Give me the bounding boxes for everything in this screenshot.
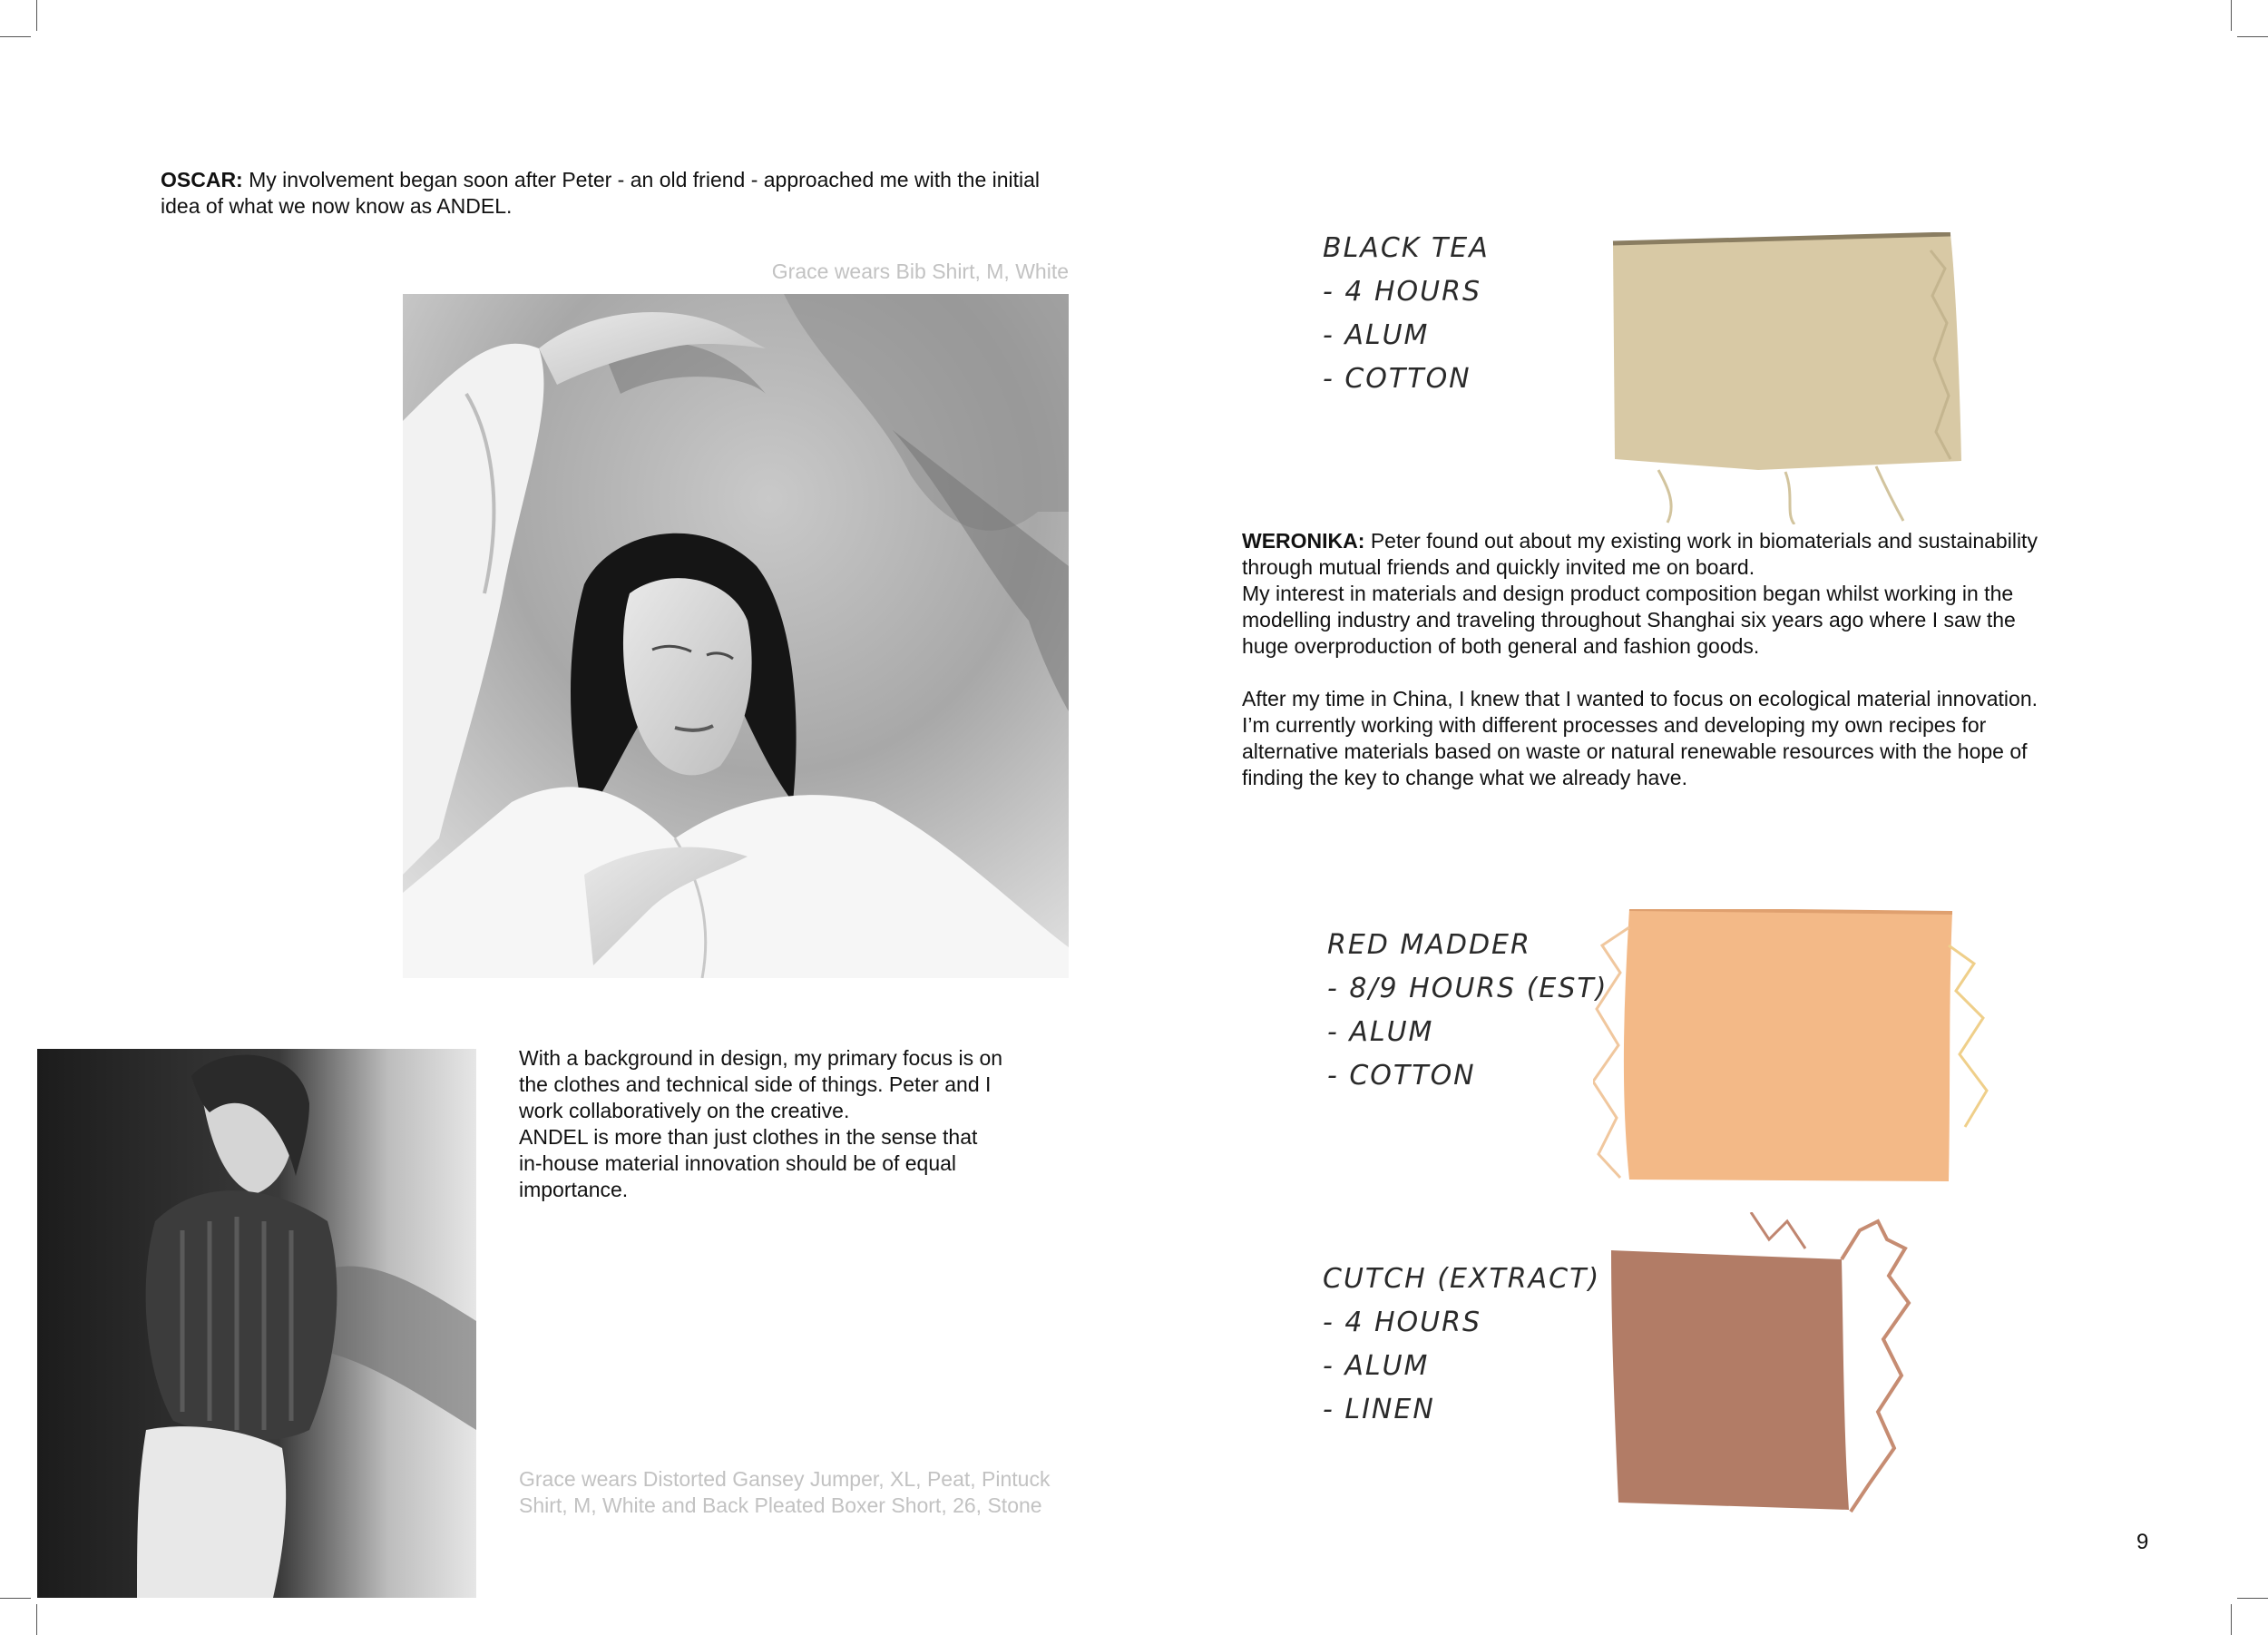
fabric-swatch-cutch-graphic bbox=[1606, 1212, 1920, 1542]
paragraph-gap bbox=[1242, 660, 2158, 686]
fabric-swatch-cutch bbox=[1606, 1212, 1920, 1542]
weronika-text bbox=[1242, 528, 2158, 791]
oscar-body-line: the clothes and technical side of things. Peter and I bbox=[519, 1072, 992, 1096]
crop-mark-top-left-v bbox=[36, 0, 37, 31]
weronika-para1-line: modelling industry and traveling throughout Shanghai six years ago where I saw the bbox=[1242, 608, 2016, 631]
oscar-speaker-label: OSCAR: bbox=[161, 168, 243, 191]
weronika-para1-first bbox=[1242, 528, 2158, 554]
swatch-notes-cutch bbox=[1323, 1258, 1600, 1432]
oscar-body-line: work collaboratively on the creative. bbox=[519, 1099, 850, 1122]
photo-grace-gansey-jumper bbox=[37, 1049, 476, 1598]
crop-mark-bottom-left-v bbox=[36, 1604, 37, 1635]
fabric-swatch-black-tea-graphic bbox=[1604, 232, 1974, 524]
caption-top-photo: Grace wears Bib Shirt, M, White bbox=[771, 259, 1069, 283]
weronika-para2-line: After my time in China, I knew that I wanted to focus on ecological material innovation. bbox=[1242, 687, 2038, 710]
swatch-note-line: CUTCH (EXTRACT) bbox=[1323, 1263, 1601, 1295]
crop-mark-top-right-v bbox=[2231, 0, 2232, 31]
weronika-para2-line: I’m currently working with different processes and developing my own recipes for bbox=[1242, 713, 1987, 737]
swatch-note-line: - ALUM bbox=[1327, 1016, 1434, 1048]
oscar-body-line: in-house material innovation should be of equal bbox=[519, 1151, 957, 1175]
weronika-para1-first-text: Peter found out about my existing work in biomaterials and sustainability bbox=[1364, 529, 2038, 553]
weronika-para2-line: finding the key to change what we already have. bbox=[1242, 766, 1687, 789]
photo-grace-gansey-jumper-graphic bbox=[37, 1049, 476, 1598]
oscar-body-line: With a background in design, my primary focus is on bbox=[519, 1046, 1003, 1070]
swatch-note-line: - 4 HOURS bbox=[1323, 1307, 1482, 1338]
swatch-notes-red-madder bbox=[1327, 924, 1608, 1098]
swatch-note-line: - LINEN bbox=[1323, 1394, 1435, 1425]
oscar-body bbox=[519, 1045, 1063, 1203]
page-number: 9 bbox=[2136, 1530, 2149, 1554]
photo-grace-bib-shirt-graphic bbox=[403, 294, 1069, 978]
caption-bottom-photo bbox=[519, 1466, 1100, 1519]
crop-mark-bottom-right-v bbox=[2231, 1604, 2232, 1635]
swatch-note-line: BLACK TEA bbox=[1323, 232, 1490, 264]
swatch-note-line: - ALUM bbox=[1323, 319, 1430, 351]
swatch-note-line: - ALUM bbox=[1323, 1350, 1430, 1382]
swatch-note-line: - 4 HOURS bbox=[1323, 276, 1482, 308]
weronika-para1-line: My interest in materials and design product composition began whilst working in the bbox=[1242, 582, 2014, 605]
caption-bottom-line-1: Grace wears Distorted Gansey Jumper, XL, Peat, Pintuck bbox=[519, 1467, 1051, 1491]
oscar-body-line: ANDEL is more than just clothes in the sense that bbox=[519, 1125, 978, 1149]
fabric-swatch-red-madder-graphic bbox=[1593, 909, 1992, 1196]
oscar-body-line: importance. bbox=[519, 1178, 629, 1201]
fabric-swatch-black-tea bbox=[1604, 232, 1974, 524]
photo-grace-bib-shirt bbox=[403, 294, 1069, 978]
crop-mark-bottom-right-h bbox=[2237, 1598, 2268, 1599]
oscar-intro bbox=[161, 167, 1059, 220]
crop-mark-top-right-h bbox=[2237, 36, 2268, 37]
swatch-note-line: - COTTON bbox=[1323, 363, 1471, 395]
crop-mark-top-left-h bbox=[0, 36, 31, 37]
weronika-para2-line: alternative materials based on waste or natural renewable resources with the hope of bbox=[1242, 739, 2028, 763]
oscar-intro-text: My involvement began soon after Peter - an old friend - approached me with the initial idea of what we now know as ANDEL. bbox=[161, 168, 1041, 218]
crop-mark-bottom-left-h bbox=[0, 1598, 31, 1599]
swatch-notes-black-tea bbox=[1323, 227, 1490, 401]
swatch-note-line: - 8/9 HOURS (EST) bbox=[1327, 973, 1608, 1004]
caption-bottom-line-2: Shirt, M, White and Back Pleated Boxer Short, 26, Stone bbox=[519, 1493, 1042, 1517]
weronika-para1-line: huge overproduction of both general and fashion goods. bbox=[1242, 634, 1760, 658]
weronika-para1-line: through mutual friends and quickly invited me on board. bbox=[1242, 555, 1755, 579]
fabric-swatch-red-madder bbox=[1593, 909, 1992, 1196]
weronika-speaker-label: WERONIKA: bbox=[1242, 529, 1365, 553]
swatch-note-line: - COTTON bbox=[1327, 1060, 1476, 1092]
swatch-note-line: RED MADDER bbox=[1327, 929, 1531, 961]
